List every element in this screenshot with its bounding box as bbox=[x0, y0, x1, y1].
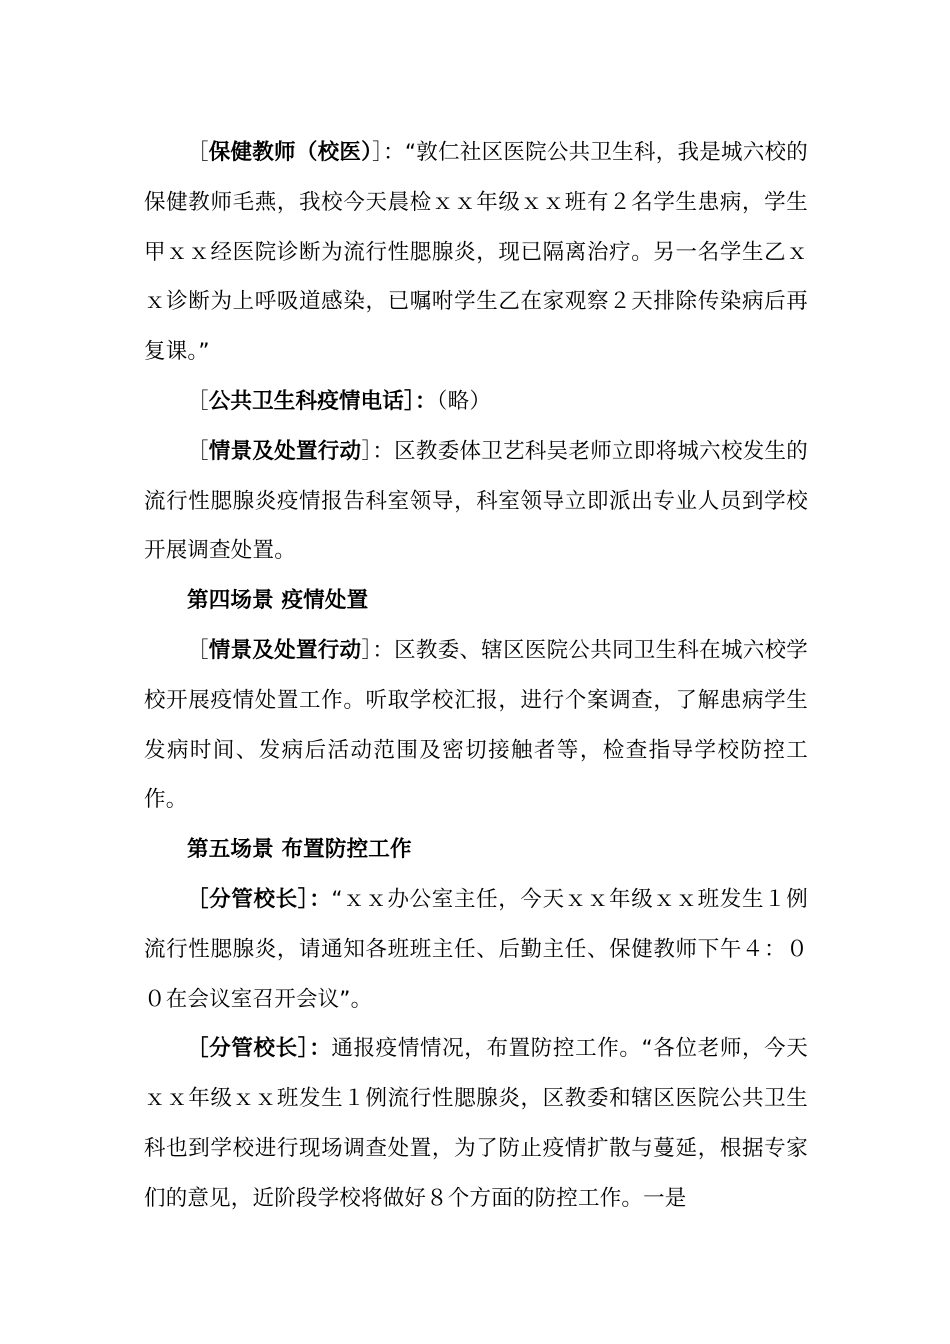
document-page bbox=[144, 128, 808, 1224]
paragraph-scenario-action-1 bbox=[144, 427, 808, 576]
scene-heading-4: 第四场景 疫情处置 bbox=[187, 588, 369, 614]
paragraph-text: “ｘｘ办公室主任，今天ｘｘ年级ｘｘ班发生１例流行性腮腺炎，请通知各班班主任、后勤主任、保健教师下午４：００在会议室召开会议”。 bbox=[144, 886, 808, 1012]
paragraph-text: 区教委体卫艺科吴老师立即将城六校发生的流行性腮腺炎疫情报告科室领导，科室领导立即派出专业人员到学校开展调查处置。 bbox=[144, 438, 808, 564]
speaker-role: 情景及处置行动 bbox=[208, 438, 362, 464]
paragraph-epidemic-phone bbox=[144, 377, 808, 427]
paragraph-principal-briefing bbox=[144, 1024, 808, 1223]
paragraph-principal-notice bbox=[144, 875, 808, 1024]
speaker-role: 情景及处置行动 bbox=[208, 637, 362, 663]
bracket-open: ［ bbox=[187, 388, 209, 414]
paragraph-school-doctor-report bbox=[144, 128, 808, 377]
speaker-role: ［分管校长］： bbox=[187, 886, 332, 912]
bracket-open: ［ bbox=[187, 637, 209, 663]
paragraph-text: 通报疫情情况，布置防控工作。“各位老师，今天ｘｘ年级ｘｘ班发生１例流行性腮腺炎，区教委和辖区医院公共卫生科也到学校进行现场调查处置，为了防止疫情扩散与蔓延，根据专家们的意见，近阶段学校将做好８个方面的防控工作。一是 bbox=[144, 1036, 808, 1211]
speaker-role: 公共卫生科疫情电话 bbox=[208, 388, 405, 414]
paragraph-text: 区教委、辖区医院公共同卫生科在城六校学校开展疫情处置工作。听取学校汇报，进行个案调查，了解患病学生发病时间、发病后活动范围及密切接触者等，检查指导学校防控工作。 bbox=[144, 637, 808, 813]
bracket-open: ［ bbox=[187, 140, 209, 165]
speaker-role: ［分管校长］： bbox=[187, 1036, 332, 1062]
speaker-role: 保健教师（校医） bbox=[208, 140, 373, 165]
bracket-open: ［ bbox=[187, 438, 209, 464]
paragraph-text: （略） bbox=[436, 388, 492, 414]
paragraph-scenario-action-2 bbox=[144, 626, 808, 825]
bracket-close: ］： bbox=[404, 388, 437, 414]
bracket-close: ］： bbox=[372, 140, 405, 165]
bracket-close: ］： bbox=[361, 637, 395, 663]
scene-heading-5: 第五场景 布置防控工作 bbox=[187, 837, 412, 863]
paragraph-text: “敦仁社区医院公共卫生科，我是城六校的保健教师毛燕，我校今天晨检ｘｘ年级ｘｘ班有２名学生患病，学生甲ｘｘ经医院诊断为流行性腮腺炎，现已隔离治疗。另一名学生乙ｘｘ诊断为上呼吸道感染，已嘱咐学生乙在家观察２天排除传染病后再复课。” bbox=[144, 140, 808, 365]
bracket-close: ］： bbox=[361, 438, 395, 464]
